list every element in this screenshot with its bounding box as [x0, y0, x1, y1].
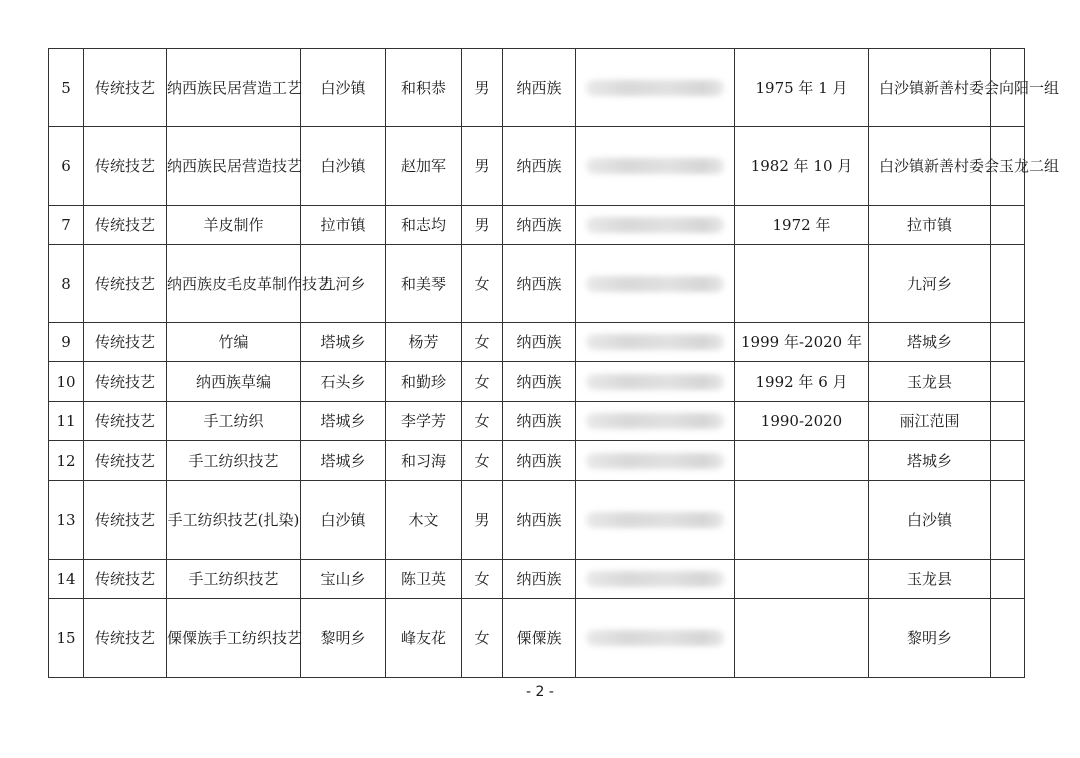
- gender-cell: 女: [462, 362, 503, 402]
- redaction-blur: [586, 453, 724, 469]
- unit-cell: 玉龙县: [869, 560, 991, 599]
- project-cell: 纳西族草编: [167, 362, 301, 402]
- gender-cell: 女: [462, 441, 503, 481]
- gender-cell: 女: [462, 402, 503, 441]
- blank-cell: [991, 323, 1025, 362]
- ethnicity-cell: 纳西族: [503, 127, 576, 206]
- name-cell: 李学芳: [386, 402, 462, 441]
- date-cell: 1999 年-2020 年: [735, 323, 869, 362]
- category-cell: 传统技艺: [84, 323, 167, 362]
- date-cell: [735, 441, 869, 481]
- name-cell: 和美琴: [386, 245, 462, 323]
- redacted-id-cell: [576, 49, 735, 127]
- project-cell: 纳西族皮毛皮革制作技艺: [167, 245, 301, 323]
- date-cell: [735, 481, 869, 560]
- blank-cell: [991, 362, 1025, 402]
- category-cell: 传统技艺: [84, 441, 167, 481]
- project-cell: 纳西族民居营造技艺: [167, 127, 301, 206]
- project-cell: 手工纺织技艺(扎染): [167, 481, 301, 560]
- number-cell: 10: [49, 362, 84, 402]
- gender-cell: 男: [462, 49, 503, 127]
- blank-cell: [991, 206, 1025, 245]
- ethnicity-cell: 纳西族: [503, 560, 576, 599]
- category-cell: 传统技艺: [84, 362, 167, 402]
- name-cell: 木文: [386, 481, 462, 560]
- category-cell: 传统技艺: [84, 402, 167, 441]
- blank-cell: [991, 481, 1025, 560]
- redaction-blur: [586, 217, 724, 233]
- unit-cell: 黎明乡: [869, 599, 991, 678]
- ethnicity-cell: 纳西族: [503, 49, 576, 127]
- unit-cell: 玉龙县: [869, 362, 991, 402]
- township-cell: 九河乡: [301, 245, 386, 323]
- table-row: [49, 599, 1025, 678]
- table-row: [49, 323, 1025, 362]
- redaction-blur: [586, 276, 724, 292]
- name-cell: 和习海: [386, 441, 462, 481]
- number-cell: 14: [49, 560, 84, 599]
- category-cell: 传统技艺: [84, 49, 167, 127]
- page-number: - 2 -: [526, 684, 554, 700]
- name-cell: 和积恭: [386, 49, 462, 127]
- redaction-blur: [586, 571, 724, 587]
- table-row: [49, 560, 1025, 599]
- gender-cell: 女: [462, 560, 503, 599]
- number-cell: 6: [49, 127, 84, 206]
- number-cell: 8: [49, 245, 84, 323]
- number-cell: 9: [49, 323, 84, 362]
- date-cell: 1992 年 6 月: [735, 362, 869, 402]
- category-cell: 传统技艺: [84, 599, 167, 678]
- unit-cell: 九河乡: [869, 245, 991, 323]
- ethnicity-cell: 纳西族: [503, 441, 576, 481]
- unit-cell: 白沙镇新善村委会玉龙二组: [869, 127, 991, 206]
- redacted-id-cell: [576, 245, 735, 323]
- township-cell: 拉市镇: [301, 206, 386, 245]
- unit-cell: 白沙镇: [869, 481, 991, 560]
- gender-cell: 男: [462, 206, 503, 245]
- township-cell: 石头乡: [301, 362, 386, 402]
- redacted-id-cell: [576, 323, 735, 362]
- township-cell: 白沙镇: [301, 481, 386, 560]
- date-cell: [735, 560, 869, 599]
- table-row: [49, 362, 1025, 402]
- redacted-id-cell: [576, 362, 735, 402]
- project-cell: 手工纺织技艺: [167, 560, 301, 599]
- gender-cell: 女: [462, 323, 503, 362]
- ethnicity-cell: 纳西族: [503, 323, 576, 362]
- ethnicity-cell: 纳西族: [503, 481, 576, 560]
- project-cell: 手工纺织: [167, 402, 301, 441]
- name-cell: 杨芳: [386, 323, 462, 362]
- blank-cell: [991, 560, 1025, 599]
- project-cell: 手工纺织技艺: [167, 441, 301, 481]
- number-cell: 12: [49, 441, 84, 481]
- date-cell: 1990-2020: [735, 402, 869, 441]
- date-cell: 1975 年 1 月: [735, 49, 869, 127]
- ethnicity-cell: 纳西族: [503, 402, 576, 441]
- category-cell: 传统技艺: [84, 206, 167, 245]
- blank-cell: [991, 245, 1025, 323]
- project-cell: 纳西族民居营造工艺: [167, 49, 301, 127]
- unit-cell: 丽江范围: [869, 402, 991, 441]
- redacted-id-cell: [576, 127, 735, 206]
- unit-cell: 白沙镇新善村委会向阳一组: [869, 49, 991, 127]
- table-row: [49, 441, 1025, 481]
- name-cell: 和勤珍: [386, 362, 462, 402]
- ethnicity-cell: 纳西族: [503, 206, 576, 245]
- ethnicity-cell: 纳西族: [503, 362, 576, 402]
- gender-cell: 男: [462, 481, 503, 560]
- unit-cell: 塔城乡: [869, 441, 991, 481]
- township-cell: 白沙镇: [301, 49, 386, 127]
- number-cell: 11: [49, 402, 84, 441]
- name-cell: 和志均: [386, 206, 462, 245]
- number-cell: 5: [49, 49, 84, 127]
- table-row: [49, 245, 1025, 323]
- redacted-id-cell: [576, 206, 735, 245]
- table-row: [49, 206, 1025, 245]
- name-cell: 陈卫英: [386, 560, 462, 599]
- date-cell: [735, 245, 869, 323]
- name-cell: 赵加军: [386, 127, 462, 206]
- redaction-blur: [586, 413, 724, 429]
- redacted-id-cell: [576, 599, 735, 678]
- redacted-id-cell: [576, 560, 735, 599]
- blank-cell: [991, 402, 1025, 441]
- category-cell: 传统技艺: [84, 481, 167, 560]
- date-cell: 1972 年: [735, 206, 869, 245]
- township-cell: 白沙镇: [301, 127, 386, 206]
- redacted-id-cell: [576, 402, 735, 441]
- redaction-blur: [586, 512, 724, 528]
- category-cell: 传统技艺: [84, 560, 167, 599]
- project-cell: 竹编: [167, 323, 301, 362]
- table-row: [49, 481, 1025, 560]
- number-cell: 7: [49, 206, 84, 245]
- gender-cell: 女: [462, 599, 503, 678]
- number-cell: 15: [49, 599, 84, 678]
- redacted-id-cell: [576, 441, 735, 481]
- township-cell: 塔城乡: [301, 441, 386, 481]
- number-cell: 13: [49, 481, 84, 560]
- redaction-blur: [586, 80, 724, 96]
- project-cell: 傈僳族手工纺织技艺: [167, 599, 301, 678]
- redaction-blur: [586, 630, 724, 646]
- unit-cell: 塔城乡: [869, 323, 991, 362]
- blank-cell: [991, 441, 1025, 481]
- category-cell: 传统技艺: [84, 127, 167, 206]
- date-cell: [735, 599, 869, 678]
- name-cell: 峰友花: [386, 599, 462, 678]
- table-row: [49, 49, 1025, 127]
- ethnicity-cell: 纳西族: [503, 245, 576, 323]
- ethnicity-cell: 傈僳族: [503, 599, 576, 678]
- township-cell: 黎明乡: [301, 599, 386, 678]
- township-cell: 宝山乡: [301, 560, 386, 599]
- gender-cell: 男: [462, 127, 503, 206]
- unit-cell: 拉市镇: [869, 206, 991, 245]
- redaction-blur: [586, 374, 724, 390]
- township-cell: 塔城乡: [301, 323, 386, 362]
- table-row: [49, 402, 1025, 441]
- gender-cell: 女: [462, 245, 503, 323]
- redaction-blur: [586, 158, 724, 174]
- redacted-id-cell: [576, 481, 735, 560]
- township-cell: 塔城乡: [301, 402, 386, 441]
- table-row: [49, 127, 1025, 206]
- date-cell: 1982 年 10 月: [735, 127, 869, 206]
- inheritor-table: [48, 48, 1060, 678]
- redaction-blur: [586, 334, 724, 350]
- project-cell: 羊皮制作: [167, 206, 301, 245]
- blank-cell: [991, 599, 1025, 678]
- category-cell: 传统技艺: [84, 245, 167, 323]
